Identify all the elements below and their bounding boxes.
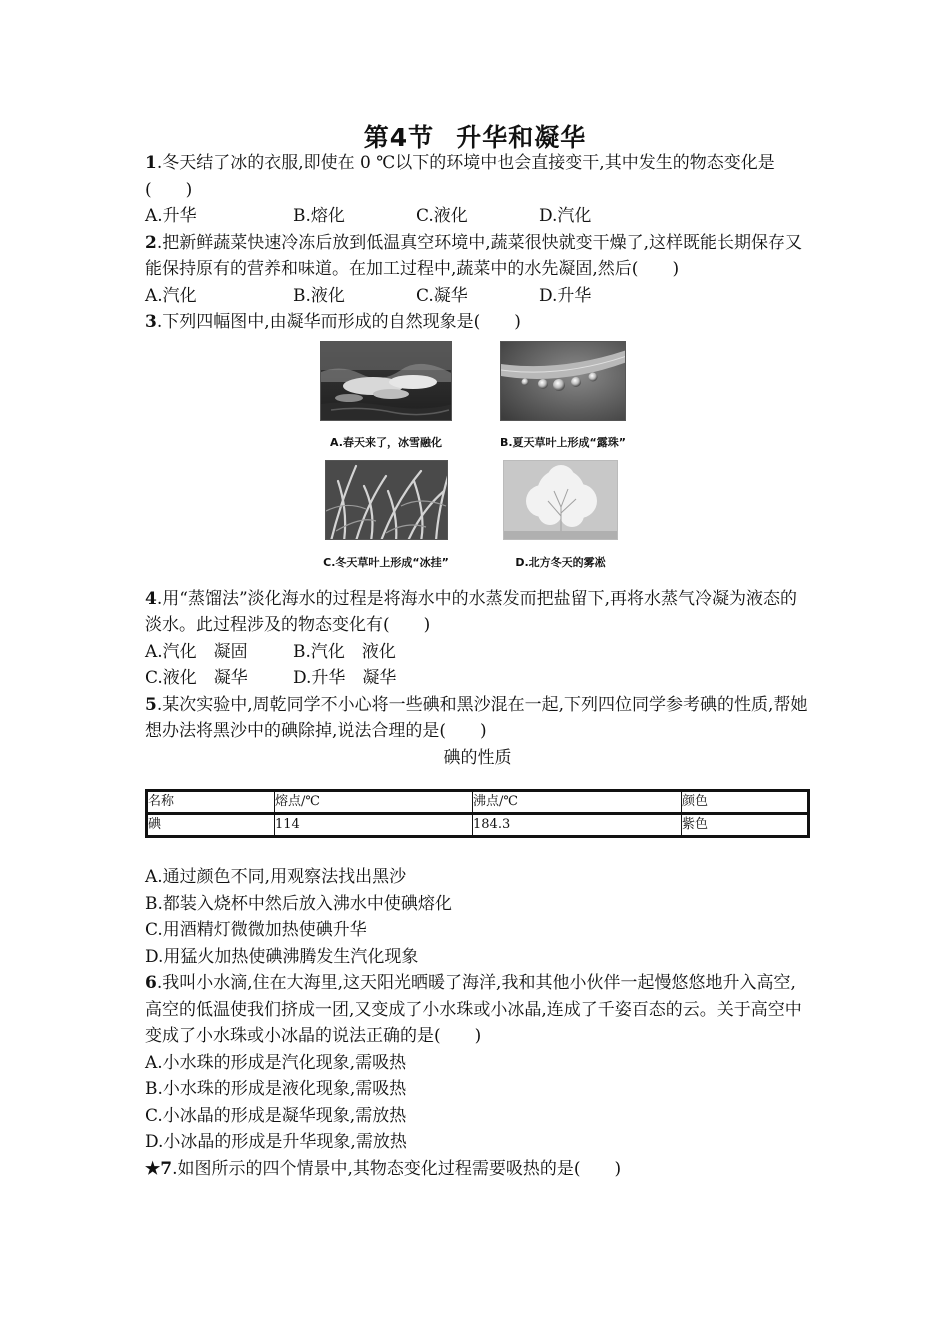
question-number: 4 [145, 588, 157, 609]
header-boiling-point: 沸点/℃ [473, 791, 682, 814]
option-d[interactable]: D.汽化 [539, 206, 592, 226]
question-4-options-row-1 [145, 639, 810, 666]
option-c[interactable]: C.液化 [416, 206, 468, 226]
page-title [0, 118, 950, 154]
question-7 [145, 1156, 810, 1183]
option-d[interactable]: D.用猛火加热使碘沸腾发生汽化现象 [145, 946, 419, 967]
question-4-options-row-2 [145, 665, 810, 692]
option-a[interactable]: A.通过颜色不同,用观察法找出黑沙 [145, 867, 407, 887]
figure-b-caption: B.夏天草叶上形成“露珠” [499, 435, 627, 449]
option-d[interactable]: D.升华 凝华 [293, 668, 397, 688]
header-name: 名称 [147, 791, 275, 814]
question-number: 3 [145, 312, 157, 332]
option-c[interactable]: C.凝华 [416, 285, 468, 306]
section-name: 升华和凝华 [456, 123, 587, 152]
question-1-options [145, 203, 810, 230]
section-number: 第4节 [363, 123, 435, 152]
option-b[interactable]: B.都装入烧杯中然后放入沸水中使碘熔化 [145, 893, 452, 914]
question-text: .我叫小水滴,住在大海里,这天阳光晒暖了海洋,我和其他小伙伴一起慢悠悠地升入高空,高空的低温使我们挤成一团,又变成了小水珠或小冰晶,连成了千姿百态的云。关于高空中变成了小水珠或小冰晶的说法正确的是( ) [145, 973, 802, 1046]
question-6 [145, 970, 810, 1050]
header-melting-point: 熔点/℃ [275, 791, 473, 814]
table-header-row [147, 791, 809, 814]
option-b[interactable]: B.小水珠的形成是液化现象,需吸热 [145, 1079, 407, 1099]
figure-d-caption: D.北方冬天的雾凇 [515, 555, 606, 569]
option-d[interactable]: D.小冰晶的形成是升华现象,需放热 [145, 1132, 407, 1152]
question-2 [145, 230, 810, 283]
question-text: .某次实验中,周乾同学不小心将一些碘和黑沙混在一起,下列四位同学参考碘的性质,帮她想办法将黑沙中的碘除掉,说法合理的是( ) [145, 694, 808, 741]
figure-a-caption: A.春天来了，冰雪融化 [330, 435, 442, 449]
figure-c-caption: C.冬天草叶上形成“冰挂” [323, 555, 449, 569]
question-1 [145, 150, 810, 203]
figure-c[interactable] [325, 460, 448, 540]
question-3-figures [145, 336, 810, 586]
question-5 [145, 692, 810, 745]
spacer [145, 838, 810, 864]
question-2-options [145, 283, 810, 310]
table-caption: 碘的性质 [443, 747, 512, 768]
question-text: .用“蒸馏法”淡化海水的过程是将海水中的水蒸发而把盐留下,再将水蒸气冷凝为液态的淡水。此过程涉及的物态变化有( ) [145, 588, 798, 635]
header-color: 颜色 [682, 791, 809, 814]
dewdrops-photo [500, 341, 626, 421]
figure-a[interactable] [320, 341, 452, 421]
question-number: 5 [145, 694, 157, 715]
option-c[interactable]: C.液化 凝华 [145, 668, 248, 688]
question-text: .冬天结了冰的衣服,即使在 0 ℃以下的环境中也会直接变干,其中发生的物态变化是( ) [145, 153, 775, 200]
melting-ice-photo [320, 341, 452, 421]
option-b[interactable]: B.熔化 [293, 206, 345, 226]
cell-color: 紫色 [682, 814, 809, 837]
question-3 [145, 309, 810, 336]
table-row [147, 814, 809, 837]
question-4 [145, 586, 810, 639]
iodine-properties-table [145, 789, 810, 838]
option-d[interactable]: D.升华 [539, 285, 592, 306]
option-c[interactable]: C.小冰晶的形成是凝华现象,需放热 [145, 1105, 407, 1126]
question-number: 1 [145, 153, 157, 173]
question-list [145, 150, 810, 1182]
option-c[interactable]: C.用酒精灯微微加热使碘升华 [145, 920, 367, 940]
question-text: .如图所示的四个情景中,其物态变化过程需要吸热的是( ) [172, 1158, 622, 1179]
option-a[interactable]: A.小水珠的形成是汽化现象,需吸热 [145, 1052, 407, 1073]
option-a[interactable]: A.升华 [145, 206, 197, 226]
option-b[interactable]: B.汽化 液化 [293, 641, 396, 662]
cell-boiling-point: 184.3 [473, 814, 682, 837]
rime-tree-photo [503, 460, 618, 540]
question-text: .把新鲜蔬菜快速冷冻后放到低温真空环境中,蔬菜很快就变干燥了,这样既能长期保存又能保持原有的营养和味道。在加工过程中,蔬菜中的水先凝固,然后( ) [145, 232, 803, 279]
question-number: ★7 [145, 1158, 173, 1179]
figure-d[interactable] [503, 460, 618, 540]
option-b[interactable]: B.液化 [293, 285, 345, 306]
cell-name: 碘 [147, 814, 275, 837]
option-a[interactable]: A.汽化 [145, 285, 197, 306]
cell-melting-point: 114 [275, 814, 473, 837]
figure-b[interactable] [500, 341, 626, 421]
question-text: .下列四幅图中,由凝华而形成的自然现象是( ) [156, 312, 521, 332]
option-a[interactable]: A.汽化 凝固 [145, 641, 248, 662]
frost-grass-photo [325, 460, 448, 540]
question-number: 2 [145, 232, 157, 253]
question-number: 6 [145, 973, 157, 993]
